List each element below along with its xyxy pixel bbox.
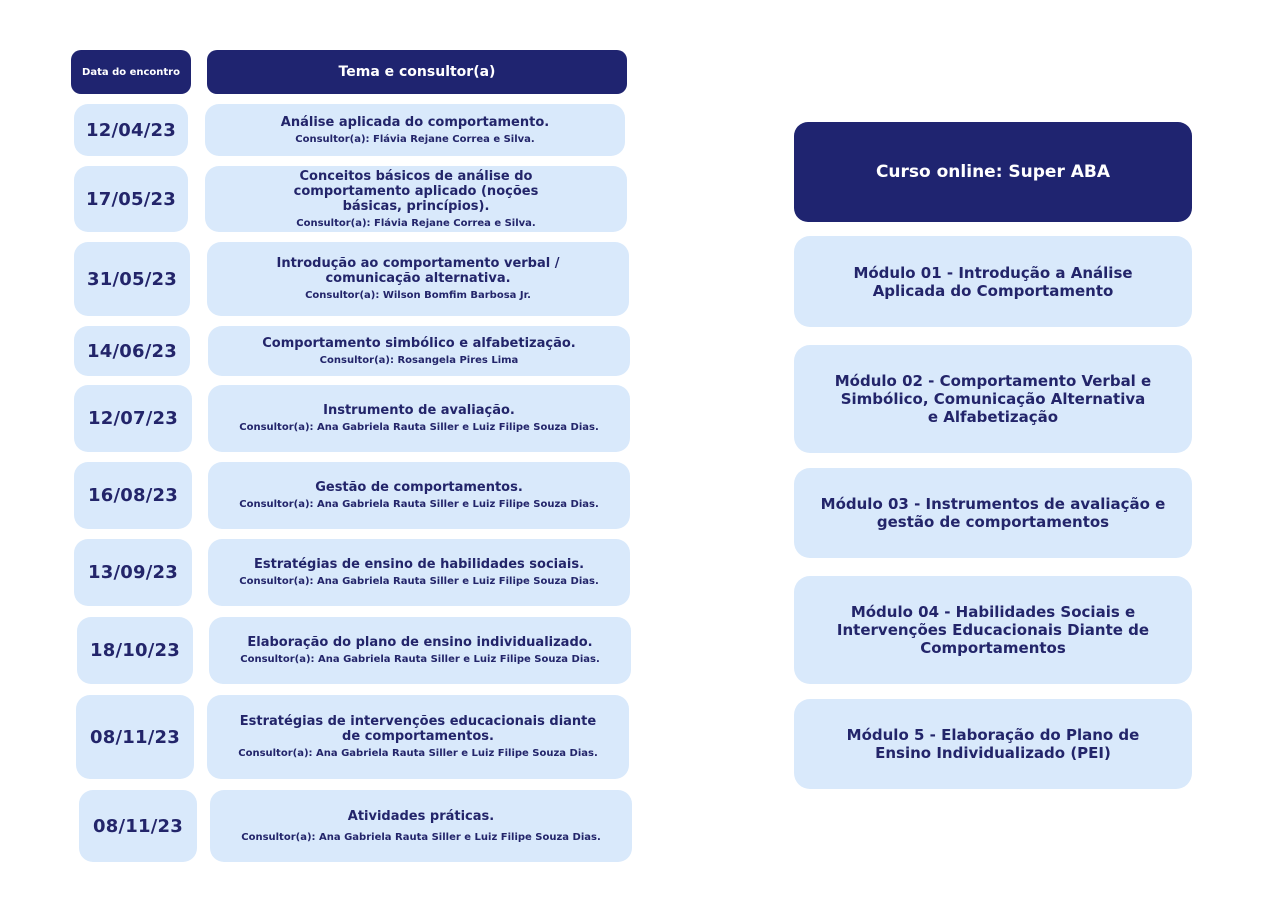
topic-consultant: Consultor(a): Ana Gabriela Rauta Siller e Luiz Filipe Souza Dias.	[240, 654, 600, 665]
course-title: Curso online: Super ABA	[794, 122, 1192, 222]
date-cell: 14/06/23	[74, 326, 190, 376]
topic-cell	[208, 326, 630, 376]
module-card: Módulo 5 - Elaboração do Plano de Ensino Individualizado (PEI)	[794, 699, 1192, 789]
topic-title: Comportamento simbólico e alfabetização.	[262, 335, 576, 351]
topic-title: Estratégias de ensino de habilidades sociais.	[253, 557, 585, 572]
topic-title: Gestão de comportamentos.	[315, 480, 523, 495]
module-card: Módulo 01 - Introdução a Análise Aplicada do Comportamento	[794, 236, 1192, 327]
date-cell: 17/05/23	[74, 166, 188, 232]
header-date: Data do encontro	[71, 50, 191, 94]
date-cell: 13/09/23	[74, 539, 192, 606]
topic-consultant: Consultor(a): Ana Gabriela Rauta Siller e Luiz Filipe Souza Dias.	[241, 831, 601, 843]
topic-title: Estratégias de intervenções educacionais diante de comportamentos.	[239, 714, 597, 744]
date-cell: 12/04/23	[74, 104, 188, 156]
topic-title: Conceitos básicos de análise do comportamento aplicado (noções básicas, princípios).	[293, 168, 539, 214]
topic-consultant: Consultor(a): Ana Gabriela Rauta Siller e Luiz Filipe Souza Dias.	[239, 576, 599, 587]
topic-consultant: Consultor(a): Wilson Bomfim Barbosa Jr.	[305, 290, 531, 301]
date-cell: 08/11/23	[79, 790, 197, 862]
topic-cell	[208, 539, 630, 606]
topic-cell	[208, 385, 630, 452]
date-cell: 31/05/23	[74, 242, 190, 316]
topic-cell	[205, 104, 625, 156]
module-card: Módulo 03 - Instrumentos de avaliação e gestão de comportamentos	[794, 468, 1192, 558]
topic-title: Atividades práticas.	[347, 808, 495, 824]
topic-title: Análise aplicada do comportamento.	[280, 114, 550, 130]
topic-cell	[209, 617, 631, 684]
topic-consultant: Consultor(a): Flávia Rejane Correa e Silva.	[296, 217, 536, 229]
topic-consultant: Consultor(a): Ana Gabriela Rauta Siller e Luiz Filipe Souza Dias.	[238, 748, 598, 759]
topic-cell	[210, 790, 632, 862]
topic-title: Elaboração do plano de ensino individualizado.	[247, 635, 593, 650]
topic-title: Instrumento de avaliação.	[323, 403, 515, 418]
date-cell: 16/08/23	[74, 462, 192, 529]
topic-consultant: Consultor(a): Rosangela Pires Lima	[319, 354, 519, 366]
topic-consultant: Consultor(a): Ana Gabriela Rauta Siller e Luiz Filipe Souza Dias.	[239, 422, 599, 433]
topic-cell	[207, 242, 629, 316]
topic-cell	[208, 462, 630, 529]
date-cell: 12/07/23	[74, 385, 192, 452]
topic-cell	[207, 695, 629, 779]
module-card: Módulo 02 - Comportamento Verbal e Simbólico, Comunicação Alternativa e Alfabetização	[794, 345, 1192, 453]
date-cell: 08/11/23	[76, 695, 194, 779]
date-cell: 18/10/23	[77, 617, 193, 684]
topic-cell	[205, 166, 627, 232]
header-topic: Tema e consultor(a)	[207, 50, 627, 94]
module-card: Módulo 04 - Habilidades Sociais e Intervenções Educacionais Diante de Comportamentos	[794, 576, 1192, 684]
topic-title: Introdução ao comportamento verbal / comunicação alternativa.	[276, 256, 560, 286]
topic-consultant: Consultor(a): Flávia Rejane Correa e Silva.	[295, 133, 535, 145]
topic-consultant: Consultor(a): Ana Gabriela Rauta Siller e Luiz Filipe Souza Dias.	[239, 499, 599, 510]
